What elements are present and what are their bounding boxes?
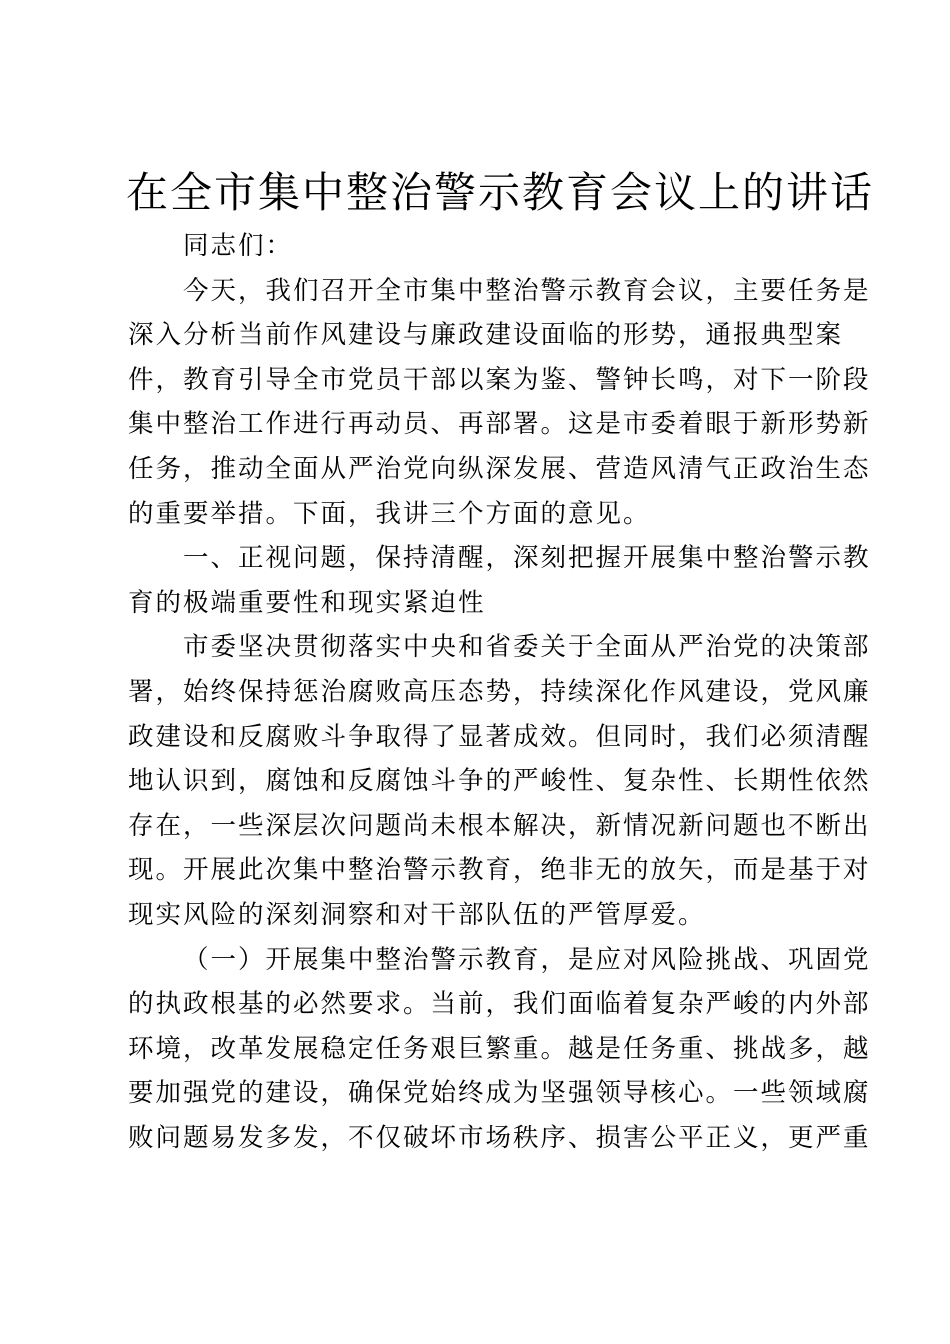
paragraph-line: 的重要举措。下面，我讲三个方面的意见。 (128, 498, 651, 529)
paragraph-line: 任务，推动全面从严治党向纵深发展、营造风清气正政治生态 (128, 454, 871, 484)
paragraph-line: 败问题易发多发，不仅破坏市场秩序、损害公平正义，更严重 (128, 1123, 871, 1153)
section-heading-line: 一、正视问题，保持清醒，深刻把握开展集中整治警示教 (183, 543, 871, 574)
paragraph-line: 今天，我们召开全市集中整治警示教育会议，主要任务是 (183, 275, 871, 306)
paragraph-line: 件，教育引导全市党员干部以案为鉴、警钟长鸣，对下一阶段 (128, 364, 871, 395)
paragraph-line: 环境，改革发展稳定任务艰巨繁重。越是任务重、挑战多，越 (128, 1033, 871, 1064)
paragraph-line: 署，始终保持惩治腐败高压态势，持续深化作风建设，党风廉 (128, 677, 871, 707)
paragraph-line: 要加强党的建设，确保党始终成为坚强领导核心。一些领域腐 (128, 1078, 871, 1109)
paragraph-line: 同志们： (183, 231, 294, 261)
paragraph-line: 存在，一些深层次问题尚未根本解决，新情况新问题也不断出 (128, 810, 871, 841)
paragraph-line: 现实风险的深刻洞察和对干部队伍的严管厚爱。 (128, 900, 706, 930)
paragraph-line: 政建设和反腐败斗争取得了显著成效。但同时，我们必须清醒 (128, 721, 871, 752)
paragraph-line: 的执政根基的必然要求。当前，我们面临着复杂严峻的内外部 (128, 989, 871, 1020)
paragraph-line: 地认识到，腐蚀和反腐蚀斗争的严峻性、复杂性、长期性依然 (128, 766, 871, 797)
section-heading-line: 育的极端重要性和现实紧迫性 (128, 587, 486, 618)
paragraph-line: （一）开展集中整治警示教育，是应对风险挑战、巩固党 (183, 944, 871, 975)
paragraph-line: 集中整治工作进行再动员、再部署。这是市委着眼于新形势新 (128, 409, 871, 440)
document-title: 在全市集中整治警示教育会议上的讲话 (126, 168, 875, 217)
paragraph-line: 现。开展此次集中整治警示教育，绝非无的放矢，而是基于对 (128, 855, 871, 886)
paragraph-line: 市委坚决贯彻落实中央和省委关于全面从严治党的决策部 (183, 632, 871, 663)
paragraph-line: 深入分析当前作风建设与廉政建设面临的形势，通报典型案 (128, 320, 844, 351)
